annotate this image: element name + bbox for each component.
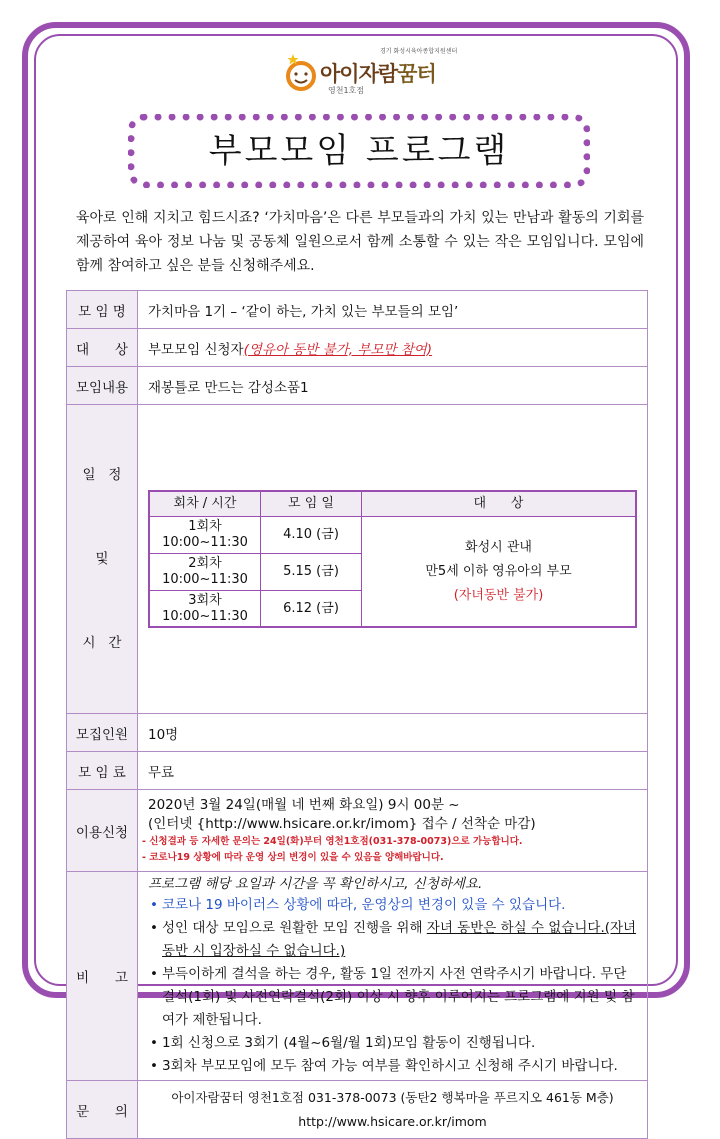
value-name: 가치마음 1기 – ‘같이 하는, 가치 있는 부모들의 모임’ <box>138 291 648 329</box>
label-schedule-2: 및 <box>95 551 109 567</box>
label-schedule <box>67 405 138 714</box>
label-schedule-3: 시 간 <box>82 635 122 651</box>
row-target <box>67 329 648 367</box>
row-remarks <box>67 872 648 1081</box>
sched-time: 10:00~11:30 <box>162 534 248 550</box>
remark-item: • 3회차 부모모임에 모두 참여 가능 여부를 확인하시고 신청해 주시기 바랍니다. <box>148 1055 637 1078</box>
remark-item-underlined: 자녀 동반은 하실 수 없습니다.(자녀 동반 시 입장하실 수 없습니다.) <box>162 920 637 959</box>
sched-date: 4.10 (금) <box>261 516 362 553</box>
label-name: 모 임 명 <box>67 291 138 329</box>
label-remarks: 비 고 <box>67 872 138 1081</box>
value-inquiry <box>138 1081 648 1139</box>
schedule-row <box>149 516 636 553</box>
sched-round <box>149 590 261 627</box>
value-schedule <box>138 405 648 714</box>
label-apply: 이용신청 <box>67 790 138 872</box>
label-fee: 모 임 료 <box>67 752 138 790</box>
page-title: 부모모임 프로그램 <box>128 114 590 188</box>
row-name <box>67 291 648 329</box>
sched-date: 6.12 (금) <box>261 590 362 627</box>
inquiry-line1: 아이자람꿈터 영천1호점 031-378-0073 (동탄2 행복마을 푸르지오 461동 M층) <box>171 1089 614 1105</box>
sched-target-2: 만5세 이하 영유아의 부모 <box>425 563 572 579</box>
remark-item: • 부득이하게 결석을 하는 경우, 활동 1일 전까지 사전 연락주시기 바랍니다. 무단결석(1회) 및 사전연락결석(2회) 이상 시 향후 이루어지는 프로그램에 지원 및 참여가 제한됩니다. <box>148 963 637 1032</box>
sched-target <box>362 516 637 627</box>
intro-text: 육아로 인해 지치고 힘드시죠? ‘가치마음’은 다른 부모들과의 가치 있는 만남과 활동의 기회를 제공하여 육아 정보 나눔 및 공동체 일원으로서 함께 소통할 수 있는 작은 모임입니다. 모임에 함께 참여하고 싶은 분들 신청해주세요. <box>76 210 644 274</box>
value-content: 재봉틀로 만드는 감성소품1 <box>138 367 648 405</box>
row-fee <box>67 752 648 790</box>
row-content <box>67 367 648 405</box>
logo-branch: 영천1호점 <box>328 86 365 95</box>
sched-head-round: 회차 / 시간 <box>149 491 261 517</box>
sched-round-label: 1회차 <box>188 518 222 534</box>
sched-head-date: 모 임 일 <box>261 491 362 517</box>
row-capacity <box>67 714 648 752</box>
smiley-logo-icon <box>284 52 318 94</box>
row-inquiry <box>67 1081 648 1139</box>
apply-note1: - 신청결과 등 자세한 문의는 24일(화)부터 영천1호점(031-378-0073)으로 가능합니다. <box>142 835 523 847</box>
inquiry-url[interactable]: http://www.hsicare.or.kr/imom <box>298 1113 487 1129</box>
sched-target-1: 화성시 관내 <box>465 539 532 555</box>
label-content: 모임내용 <box>67 367 138 405</box>
label-capacity: 모집인원 <box>67 714 138 752</box>
logo <box>284 44 464 104</box>
logo-name-b: 꿈터 <box>397 62 436 86</box>
value-fee: 무료 <box>138 752 648 790</box>
remark-item: • 1회 신청으로 3회기 (4월~6월/월 1회)모임 활동이 진행됩니다. <box>148 1032 637 1055</box>
target-note: (영유아 동반 불가, 부모만 참여) <box>243 341 433 358</box>
schedule-header <box>149 491 636 517</box>
sched-time: 10:00~11:30 <box>162 571 248 587</box>
sched-target-note: (자녀동반 불가) <box>453 587 544 603</box>
apply-note2: - 코로나19 상황에 따라 운영 상의 변경이 있을 수 있음을 양해바랍니다. <box>142 851 444 863</box>
sched-head-target: 대 상 <box>362 491 637 517</box>
apply-line1: 2020년 3월 24일(매월 네 번째 화요일) 9시 00분 ~ <box>148 796 460 813</box>
remark-item-text: 성인 대상 모임으로 원활한 모임 진행을 위해 <box>162 920 427 936</box>
info-table <box>66 290 648 1139</box>
row-schedule <box>67 405 648 714</box>
target-text: 부모모임 신청자 <box>148 341 244 358</box>
remarks-italic: 프로그램 해당 요일과 시간을 꼭 확인하시고, 신청하세요. <box>148 876 483 892</box>
value-target <box>138 329 648 367</box>
sched-round-label: 3회차 <box>188 592 222 608</box>
value-remarks <box>138 872 648 1081</box>
sched-time: 10:00~11:30 <box>162 608 248 624</box>
remark-item <box>148 917 637 963</box>
row-apply <box>67 790 648 872</box>
label-target: 대 상 <box>67 329 138 367</box>
sched-round-label: 2회차 <box>188 555 222 571</box>
label-schedule-1: 일 정 <box>82 467 122 483</box>
value-apply <box>138 790 648 872</box>
logo-org: 경기 화성시육아종합지원센터 <box>380 48 458 55</box>
value-capacity: 10명 <box>138 714 648 752</box>
sched-round <box>149 553 261 590</box>
logo-name <box>320 58 436 88</box>
logo-name-a: 아이자람 <box>320 62 398 86</box>
sched-date: 5.15 (금) <box>261 553 362 590</box>
remark-item: • 코로나 19 바이러스 상황에 따라, 운영상의 변경이 있을 수 있습니다. <box>148 894 637 917</box>
apply-line2: (인터넷 {http://www.hsicare.or.kr/imom} 접수 / 선착순 마감) <box>148 815 536 832</box>
schedule-table <box>148 490 637 629</box>
label-inquiry: 문 의 <box>67 1081 138 1139</box>
sched-round <box>149 516 261 553</box>
